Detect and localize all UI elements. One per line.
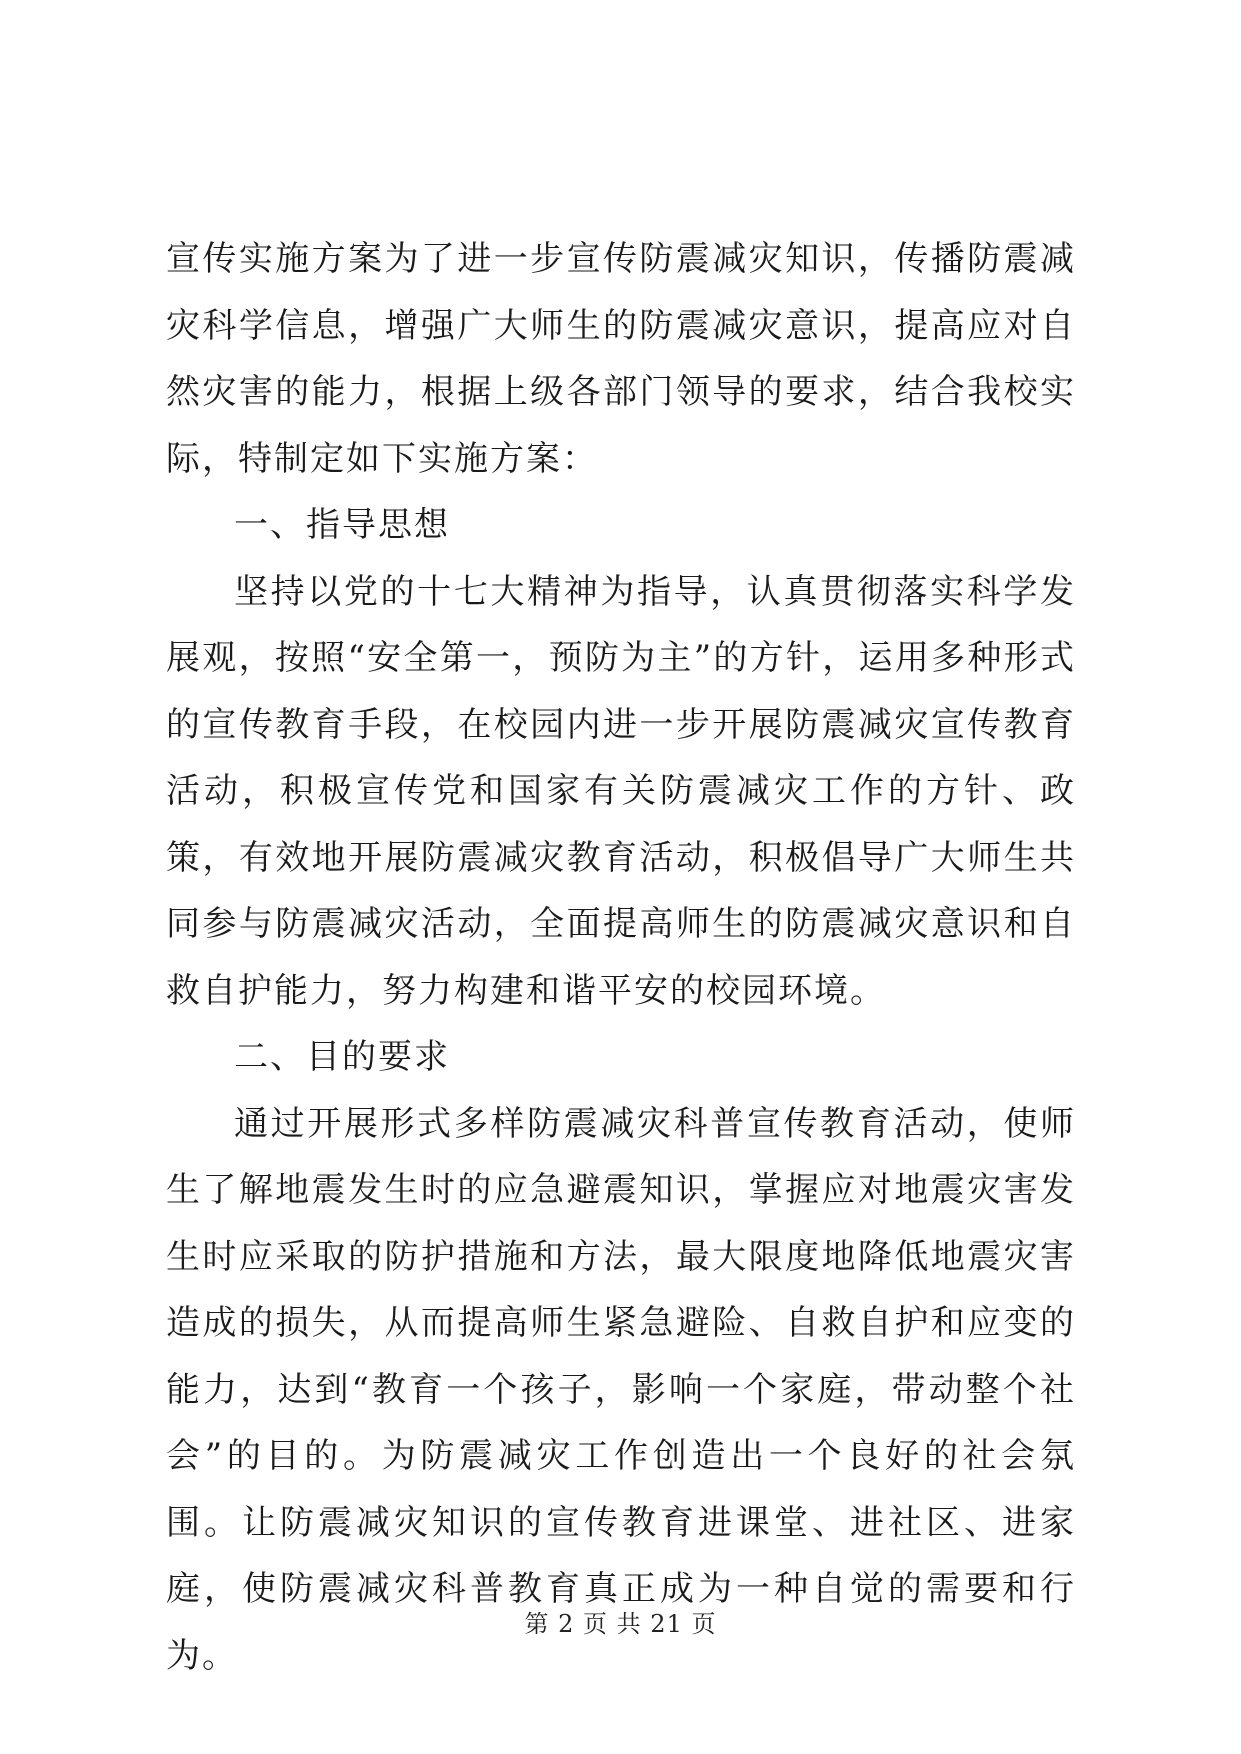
intro-paragraph: 宣传实施方案为了进一步宣传防震减灾知识，传播防震减灾科学信息，增强广大师生的防震减灾意识，提高应对自然灾害的能力，根据上级各部门领导的要求，结合我校实际，特制定如下实施方案： — [166, 239, 1076, 479]
guiding-ideology-paragraph: 坚持以党的十七大精神为指导，认真贯彻落实科学发展观，按照“安全第一，预防为主”的方针，运用多种形式的宣传教育手段，在校园内进一步开展防震减灾宣传教育活动，积极宣传党和国家有关防震减灾工作的方针、政策，有效地开展防震减灾教育活动，积极倡导广大师生共同参与防震减灾活动，全面提高师生的防震减灾意识和自救自护能力，努力构建和谐平安的校园环境。 — [166, 571, 1076, 1011]
objectives-paragraph: 通过开展形式多样防震减灾科普宣传教育活动，使师生了解地震发生时的应急避震知识，掌握应对地震灾害发生时应采取的防护措施和方法，最大限度地降低地震灾害造成的损失，从而提高师生紧急避险、自救自护和应变的能力，达到“教育一个孩子，影响一个家庭，带动整个社会”的目的。为防震减灾工作创造出一个良好的社会氛围。让防震减灾知识的宣传教育进课堂、进社区、进家庭，使防震减灾科普教育真正成为一种自觉的需要和行为。 — [166, 1103, 1076, 1676]
section-heading-guiding-ideology: 一、指导思想 — [234, 505, 450, 545]
page-footer: 第 2 页 共 21 页 — [524, 1610, 717, 1638]
section-heading-objectives: 二、目的要求 — [234, 1037, 450, 1077]
document-body — [166, 226, 1076, 1689]
